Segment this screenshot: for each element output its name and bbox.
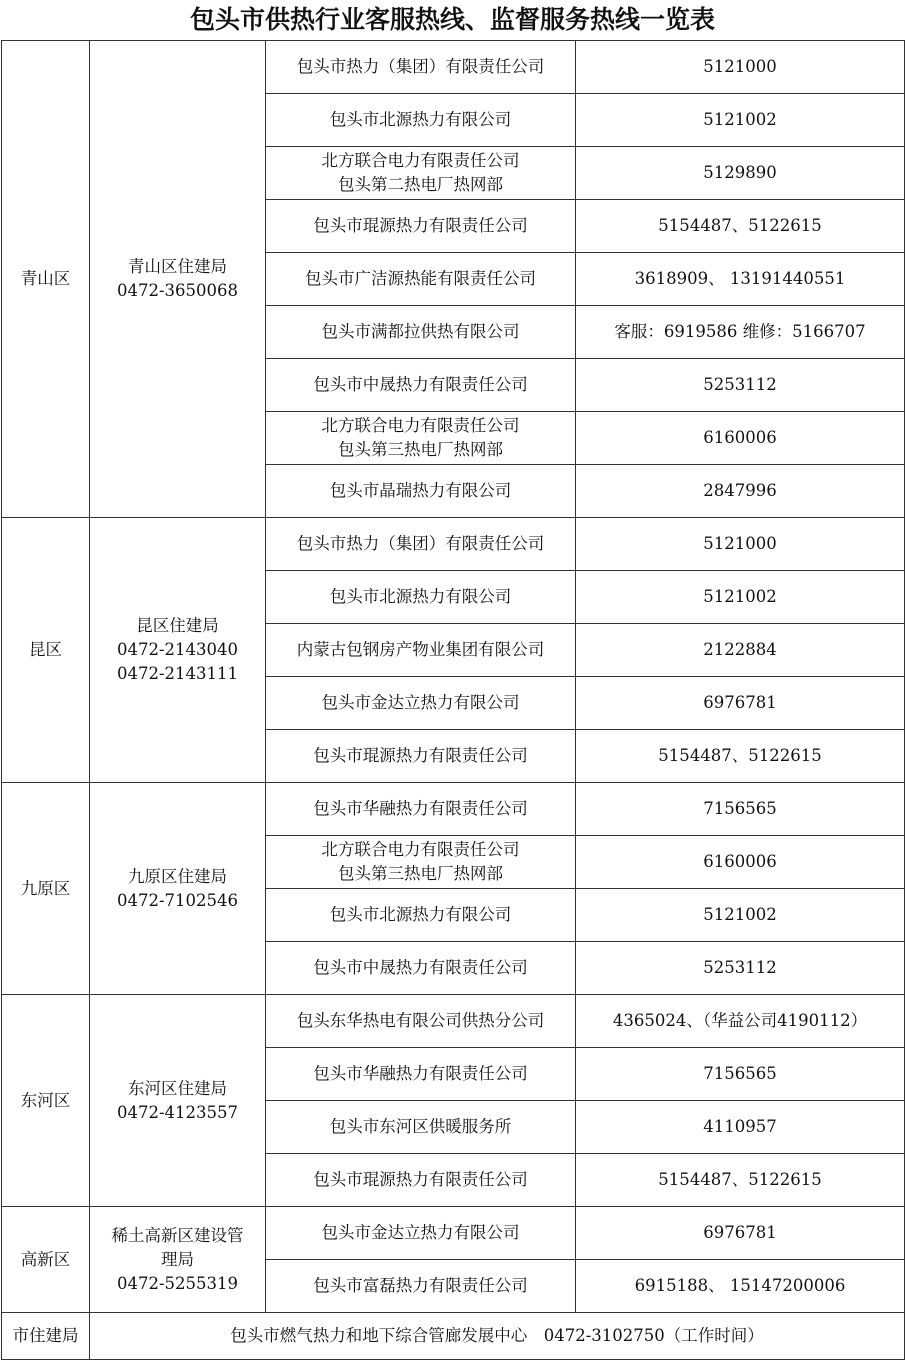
- phone-cell: 5121002: [576, 571, 905, 624]
- company-name: 包头市金达立热力有限公司: [321, 1223, 520, 1242]
- bureau-line: 昆区住建局: [136, 616, 219, 635]
- company-name: 北方联合电力有限责任公司: [321, 840, 520, 859]
- phone-cell: 5154487、5122615: [576, 730, 905, 783]
- phone-cell: 5121000: [576, 518, 905, 571]
- footer-text: 包头市燃气热力和地下综合管廊发展中心 0472-3102750（工作时间）: [90, 1313, 905, 1360]
- company-cell: [266, 94, 576, 147]
- phone-cell: 客服：6919586 维修：5166707: [576, 306, 905, 359]
- company-name: 包头市中晟热力有限责任公司: [313, 958, 528, 977]
- district-cell: 东河区: [2, 995, 90, 1207]
- company-name: 包头市琨源热力有限责任公司: [313, 216, 528, 235]
- company-cell: [266, 942, 576, 995]
- phone-cell: 5154487、5122615: [576, 200, 905, 253]
- company-name: 包头第二热电厂热网部: [338, 175, 503, 194]
- phone-cell: 7156565: [576, 1048, 905, 1101]
- bureau-line: 0472-2143040: [116, 640, 239, 659]
- company-cell: [266, 677, 576, 730]
- phone-cell: 2847996: [576, 465, 905, 518]
- company-name: 北方联合电力有限责任公司: [321, 151, 520, 170]
- phone-cell: 4110957: [576, 1101, 905, 1154]
- company-name: 包头市中晟热力有限责任公司: [313, 375, 528, 394]
- phone-cell: 2122884: [576, 624, 905, 677]
- phone-cell: 6160006: [576, 836, 905, 889]
- phone-cell: 6976781: [576, 1207, 905, 1260]
- company-name: 包头市富磊热力有限责任公司: [313, 1276, 528, 1295]
- phone-cell: 4365024、（华益公司4190112）: [576, 995, 905, 1048]
- table-row: [2, 518, 905, 571]
- company-cell: [266, 200, 576, 253]
- company-name: 包头市东河区供暖服务所: [329, 1117, 512, 1136]
- table-row: [2, 783, 905, 836]
- company-name: 包头市晶瑞热力有限公司: [329, 481, 512, 500]
- company-name: 包头市北源热力有限公司: [329, 110, 512, 129]
- company-cell: [266, 1048, 576, 1101]
- company-name: 包头市广洁源热能有限责任公司: [305, 269, 536, 288]
- bureau-line: 0472-7102546: [116, 890, 239, 910]
- phone-cell: 5253112: [576, 359, 905, 412]
- company-name: 包头市热力（集团）有限责任公司: [296, 534, 545, 553]
- company-name: 包头市北源热力有限公司: [329, 905, 512, 924]
- bureau-line: 稀土高新区建设管: [111, 1225, 244, 1245]
- company-name: 包头东华热电有限公司供热分公司: [296, 1011, 545, 1030]
- bureau-line: 0472-5255319: [116, 1273, 239, 1293]
- company-cell: [266, 836, 576, 889]
- company-cell: [266, 412, 576, 465]
- company-cell: [266, 306, 576, 359]
- footer-label: 市住建局: [2, 1313, 90, 1360]
- hotline-table: [1, 40, 905, 1360]
- company-name: 北方联合电力有限责任公司: [321, 416, 520, 435]
- bureau-cell: [90, 1207, 266, 1313]
- bureau-line: 0472-4123557: [116, 1102, 239, 1122]
- table-row: [2, 995, 905, 1048]
- company-cell: [266, 571, 576, 624]
- bureau-cell: [90, 783, 266, 995]
- phone-cell: 6915188、 15147200006: [576, 1260, 905, 1313]
- company-cell: [266, 1154, 576, 1207]
- company-cell: [266, 41, 576, 94]
- phone-cell: 7156565: [576, 783, 905, 836]
- bureau-cell: [90, 518, 266, 783]
- district-cell: 九原区: [2, 783, 90, 995]
- bureau-line: 0472-3650068: [116, 281, 239, 300]
- district-cell: 高新区: [2, 1207, 90, 1313]
- company-name: 包头市金达立热力有限公司: [321, 693, 520, 712]
- phone-cell: 5154487、5122615: [576, 1154, 905, 1207]
- table-row: [2, 41, 905, 94]
- company-cell: [266, 465, 576, 518]
- phone-cell: 5121000: [576, 41, 905, 94]
- bureau-line: 东河区住建局: [128, 1078, 227, 1098]
- phone-cell: 5253112: [576, 942, 905, 995]
- phone-cell: 5121002: [576, 94, 905, 147]
- company-cell: [266, 783, 576, 836]
- page-title: 包头市供热行业客服热线、监督服务热线一览表: [189, 5, 715, 34]
- phone-cell: 6976781: [576, 677, 905, 730]
- company-cell: [266, 624, 576, 677]
- phone-cell: 5129890: [576, 147, 905, 200]
- company-name: 包头市琨源热力有限责任公司: [313, 746, 528, 765]
- bureau-line: 0472-2143111: [116, 664, 239, 683]
- bureau-line: 青山区住建局: [128, 257, 227, 276]
- district-cell: 昆区: [2, 518, 90, 783]
- bureau-line: 理局: [161, 1249, 194, 1269]
- company-cell: [266, 359, 576, 412]
- company-cell: [266, 889, 576, 942]
- company-cell: [266, 1207, 576, 1260]
- bureau-line: 九原区住建局: [128, 866, 227, 886]
- company-name: 包头市满都拉供热有限公司: [321, 322, 520, 341]
- phone-cell: 3618909、 13191440551: [576, 253, 905, 306]
- phone-cell: 6160006: [576, 412, 905, 465]
- district-cell: 青山区: [2, 41, 90, 518]
- phone-cell: 5121002: [576, 889, 905, 942]
- company-cell: [266, 518, 576, 571]
- company-name: 包头市热力（集团）有限责任公司: [296, 57, 545, 76]
- table-row: [2, 1207, 905, 1260]
- company-name: 包头市北源热力有限公司: [329, 587, 512, 606]
- company-cell: [266, 730, 576, 783]
- bureau-cell: [90, 41, 266, 518]
- company-name: 包头第三热电厂热网部: [338, 440, 503, 459]
- company-name: 内蒙古包钢房产物业集团有限公司: [296, 640, 545, 659]
- company-cell: [266, 1260, 576, 1313]
- company-name: 包头市琨源热力有限责任公司: [313, 1170, 528, 1189]
- bureau-cell: [90, 995, 266, 1207]
- company-name: 包头市华融热力有限责任公司: [313, 799, 528, 818]
- company-cell: [266, 995, 576, 1048]
- company-cell: [266, 147, 576, 200]
- footer-row: [2, 1313, 905, 1360]
- company-cell: [266, 1101, 576, 1154]
- company-name: 包头市华融热力有限责任公司: [313, 1064, 528, 1083]
- company-name: 包头第三热电厂热网部: [338, 864, 503, 883]
- company-cell: [266, 253, 576, 306]
